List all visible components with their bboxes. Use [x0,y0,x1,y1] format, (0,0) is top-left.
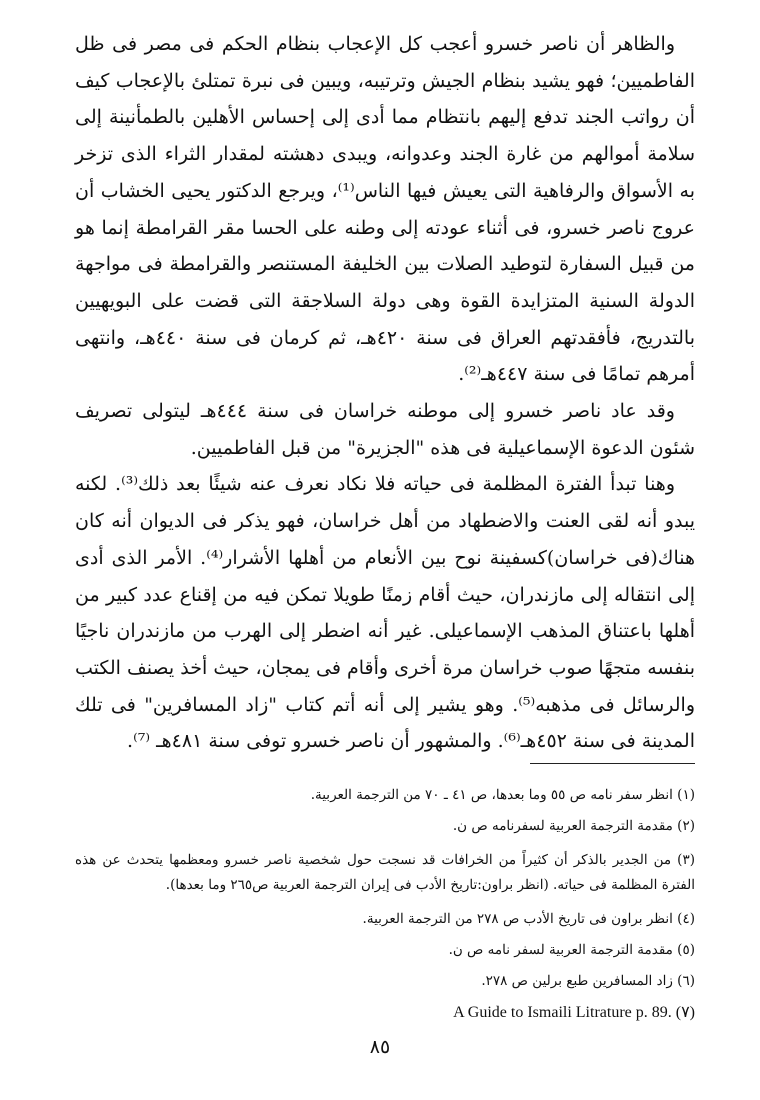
footnote-3: (٣) من الجدير بالذكر أن كثيراً من الخرافات قد نسجت حول شخصية ناصر خسرو ومعظمها يتحدث عن هذه الفترة المظلمة فى حياته. (انظر براون:تاريخ الأدب فى إيران الترجمة العربية ص٢٦٥ وما بعدها). [75,852,695,893]
footnotes [75,786,695,1034]
footnote-4: (٤) انظر براون فى تاريخ الأدب ص ٢٧٨ من الترجمة العربية. [362,911,695,927]
main-text [75,26,695,760]
footnote-1: (١) انظر سفر نامه ص ٥٥ وما بعدها، ص ٤١ ـ ٧٠ من الترجمة العربية. [310,787,695,803]
footnote-7: A Guide to Ismaili Litrature p. 89. (٧) [453,1004,695,1021]
paragraph-1: والظاهر أن ناصر خسرو أعجب كل الإعجاب بنظام الحكم فى مصر فى ظل الفاطميين؛ فهو يشيد بنظام الجيش وترتيبه، ويبين فى نبرة تمتلئ بالإعجاب كيف أن رواتب الجند تدفع إليهم بانتظام مما أدى إلى إحساس الأهلين بالطمأنينة إلى سلامة أموالهم من غارة الجند وعدوانه، ويبدى دهشته لمقدار الثراء الذى تزخر به الأسواق والرفاهية التى يعيش فيها الناس⁽¹⁾، ويرجع الدكتور يحيى الخشاب أن عروج ناصر خسرو، فى أثناء عودته إلى وطنه على الحسا مقر القرامطة إنما هو من قبيل السفارة لتوطيد الصلات بين الخليفة المستنصر والقرامطة فى مواجهة الدولة السنية المتزايدة القوة وهى دولة السلاجقة التى قضت على البويهيين بالتدريج، فأفقدتهم العراق فى سنة ٤٢٠هـ، ثم كرمان فى سنة ٤٤٠هـ، وانتهى أمرهم تمامًا فى سنة ٤٤٧هـ⁽²⁾. [75,33,696,386]
footnote-separator [530,763,695,764]
footnote-6: (٦) زاد المسافرين طبع برلين ص ٢٧٨. [481,973,695,989]
footnote-5: (٥) مقدمة الترجمة العربية لسفر نامه ص ن. [448,942,695,958]
page-number: ٨٥ [369,1036,391,1058]
paragraph-2: وقد عاد ناصر خسرو إلى موطنه خراسان فى سنة ٤٤٤هـ ليتولى تصريف شئون الدعوة الإسماعيلية فى هذه "الجزيرة" من قبل الفاطميين. [75,400,695,459]
paragraph-3: وهنا تبدأ الفترة المظلمة فى حياته فلا نكاد نعرف عنه شيئًا بعد ذلك⁽³⁾. لكنه يبدو أنه لقى العنت والاضطهاد من أهل خراسان، فهو يذكر فى الديوان أنه كان هناك(فى خراسان)كسفينة نوح بين الأنعام من أهلها الأشرار⁽⁴⁾. الأمر الذى أدى إلى انتقاله إلى مازندران، حيث أقام زمنًا طويلا تمكن فيه من إقناع عدد كبير من أهلها باعتناق المذهب الإسماعيلى. غير أنه اضطر إلى الهرب من مازندران ناجيًا بنفسه متجهًا صوب خراسان مرة أخرى وأقام فى يمجان، حيث أخذ يصنف الكتب والرسائل فى مذهبه⁽⁵⁾. وهو يشير إلى أنه أتم كتاب "زاد المسافرين" فى تلك المدينة فى سنة ٤٥٢هـ⁽⁶⁾. والمشهور أن ناصر خسرو توفى سنة ٤٨١هـ ⁽⁷⁾. [75,473,695,753]
footnote-2: (٢) مقدمة الترجمة العربية لسفرنامه ص ن. [452,818,695,834]
